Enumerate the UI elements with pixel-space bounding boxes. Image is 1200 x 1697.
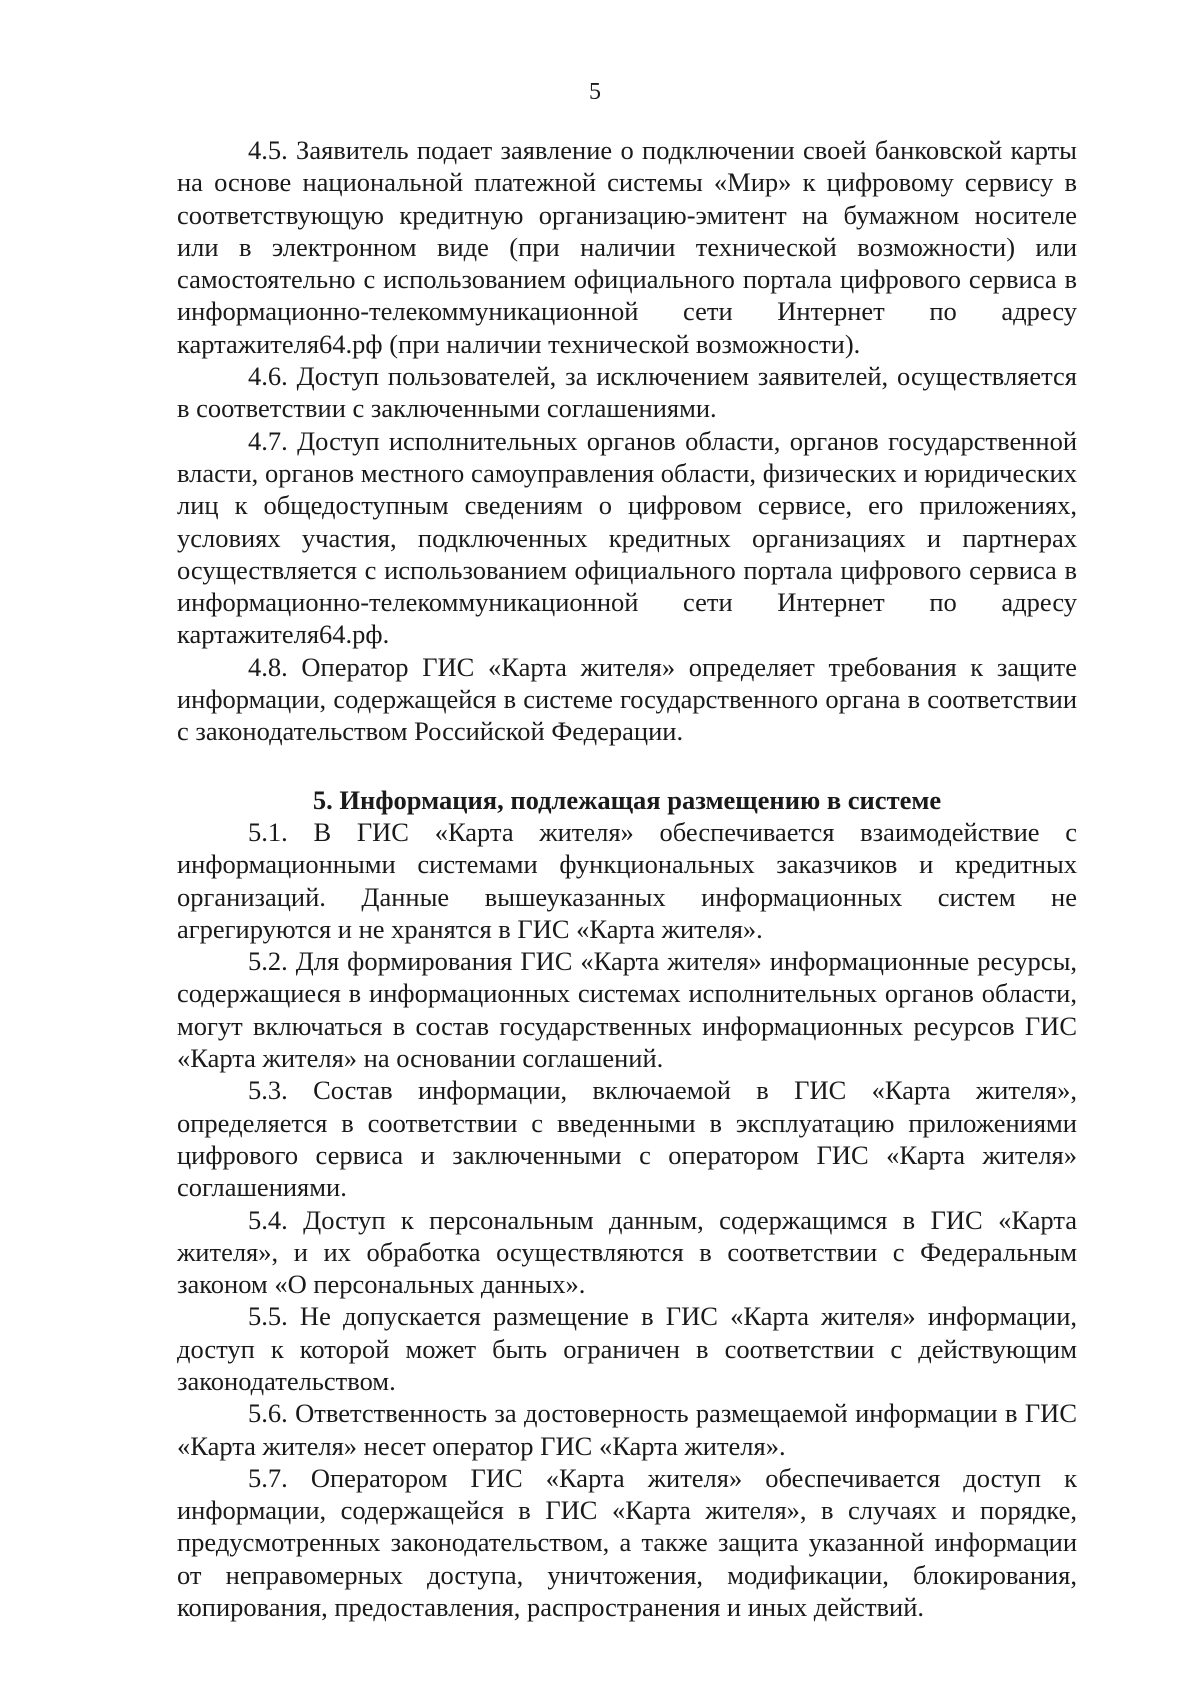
paragraph-5-2: 5.2. Для формирования ГИС «Карта жителя» информационные ресурсы, содержащиеся в информационных системах исполнительных органов области, могут включаться в состав государственных информационных ресурсов ГИС «Карта жителя» на основании соглашений. xyxy=(177,946,1077,1074)
paragraph-5-5: 5.5. Не допускается размещение в ГИС «Карта жителя» информации, доступ к которой может быть ограничен в соответствии с действующим законодательством. xyxy=(177,1301,1077,1396)
paragraph-5-4: 5.4. Доступ к персональным данным, содержащимся в ГИС «Карта жителя», и их обработка осуществляются в соответствии с Федеральным законом «О персональных данных». xyxy=(177,1204,1077,1300)
paragraph-5-7: 5.7. Оператором ГИС «Карта жителя» обеспечивается доступ к информации, содержащейся в ГИС «Карта жителя», в случаях и порядке, предусмотренных законодательством, а также защита указанной информации от неправомерных доступа, уничтожения, модификации, блокирования, копирования, предоставления, распространения и иных действий. xyxy=(177,1462,1077,1623)
paragraph-4-8: 4.8. Оператор ГИС «Карта жителя» определяет требования к защите информации, содержащейся в системе государственного органа в соответствии с законодательством Российской Федерации. xyxy=(177,651,1077,747)
paragraph-5-6: 5.6. Ответственность за достоверность размещаемой информации в ГИС «Карта жителя» несет оператор ГИС «Карта жителя». xyxy=(177,1398,1077,1461)
paragraph-4-5: 4.5. Заявитель подает заявление о подключении своей банковской карты на основе национальной платежной системы «Мир» к цифровому сервису в соответствующую кредитную организацию-эмитент на бумажном носителе или в электронном виде (при наличии технической возможности) или самостоятельно с использованием официального портала цифрового сервиса в информационно-телекоммуникационной сети Интернет по адресу картажителя64.рф (при наличии технической возможности). xyxy=(177,135,1077,359)
paragraph-5-1: 5.1. В ГИС «Карта жителя» обеспечивается взаимодействие с информационными системами функциональных заказчиков и кредитных организаций. Данные вышеуказанных информационных систем не агрегируются и не хранятся в ГИС «Карта жителя». xyxy=(177,816,1077,944)
document-body xyxy=(177,134,1077,1623)
paragraph-5-3: 5.3. Состав информации, включаемой в ГИС «Карта жителя», определяется в соответствии с введенными в эксплуатацию приложениями цифрового сервиса и заключенными с оператором ГИС «Карта жителя» соглашениями. xyxy=(177,1075,1077,1203)
paragraph-4-6: 4.6. Доступ пользователей, за исключением заявителей, осуществляется в соответствии с заключенными соглашениями. xyxy=(177,361,1077,424)
page-number: 5 xyxy=(589,79,601,105)
section-heading: 5. Информация, подлежащая размещению в системе xyxy=(312,784,942,815)
paragraph-4-7: 4.7. Доступ исполнительных органов области, органов государственной власти, органов местного самоуправления области, физических и юридических лиц к общедоступным сведениям о цифровом сервисе, его приложениях, условиях участия, подключенных кредитных организациях и партнерах осуществляется с использованием официального портала цифрового сервиса в информационно-телекоммуникационной сети Интернет по адресу картажителя64.рф. xyxy=(177,425,1077,650)
